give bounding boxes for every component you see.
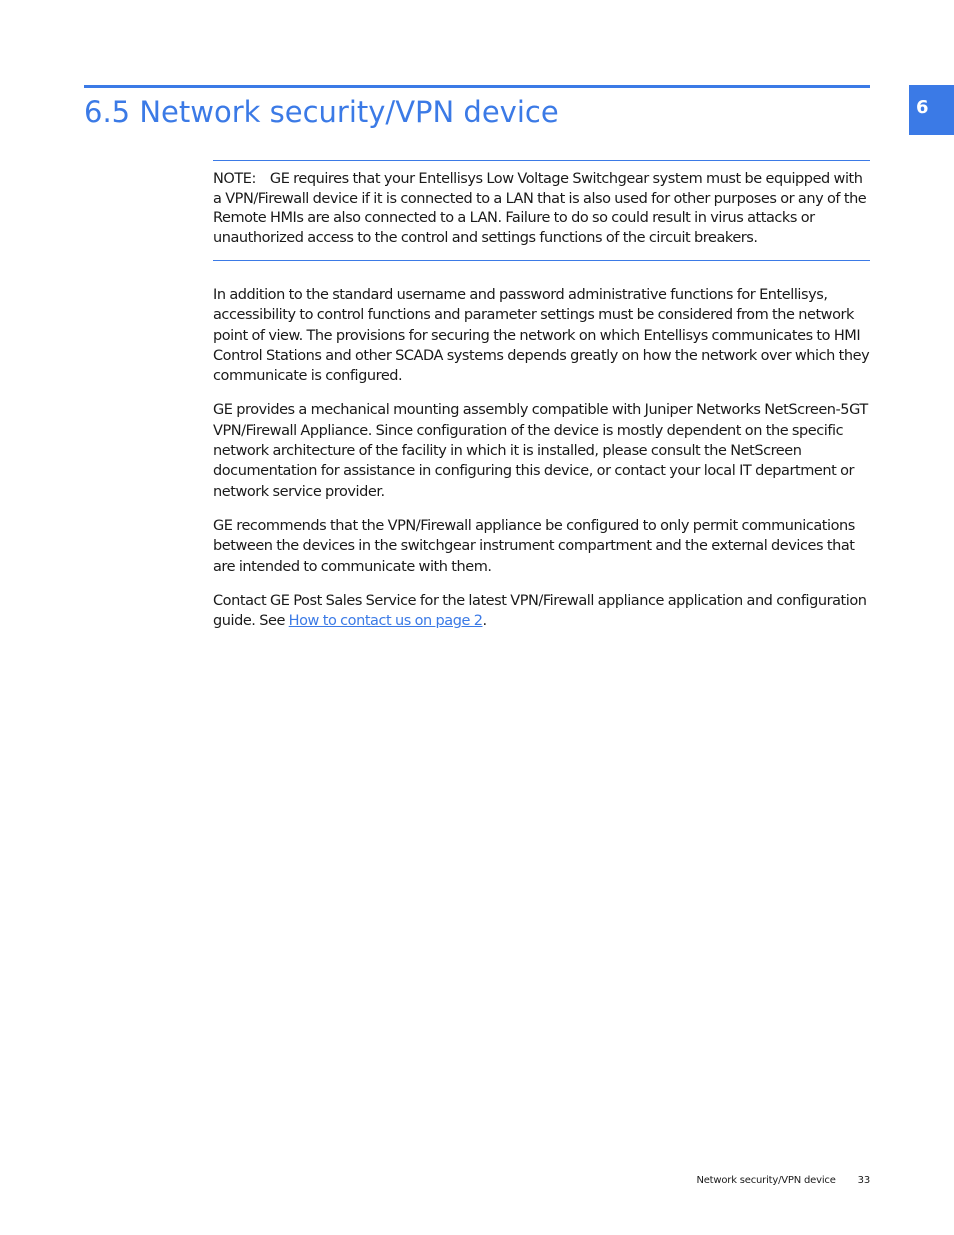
paragraph: GE recommends that the VPN/Firewall appliance be configured to only permit communications between the devices in the switchgear instrument compartment and the external devices that are intended to communicate with them.	[213, 517, 855, 575]
contact-paragraph	[213, 591, 873, 632]
paragraph: In addition to the standard username and password administrative functions for Entellisys, accessibility to control functions and parameter settings must be considered from the network point of view. The provisions for securing the network on which Entellisys communicates to HMI Control Stations and other SCADA systems depends greatly on how the network over which they communicate is configured.	[213, 287, 870, 385]
page-title: 6.5 Network security/VPN device	[84, 95, 559, 129]
note-label: NOTE:	[213, 171, 256, 187]
page-footer	[696, 1175, 870, 1186]
footer-section: Network security/VPN device	[696, 1175, 836, 1186]
note-text: GE requires that your Entellisys Low Voltage Switchgear system must be equipped with a VPN/Firewall device if it is connected to a LAN that is also used for other purposes or any of the Remote HMIs are also connected to a LAN. Failure to do so could result in virus attacks or unauthorized access to the control and settings functions of the circuit breakers.	[213, 171, 867, 246]
paragraph: GE provides a mechanical mounting assembly compatible with Juniper Networks NetScreen-5GT VPN/Firewall Appliance. Since configuration of the device is mostly dependent on the specific network architecture of the facility in which it is installed, please consult the NetScreen documentation for assistance in configuring this device, or contact your local IT department or network service provider.	[213, 402, 868, 500]
note-top-rule	[213, 160, 870, 161]
contact-text-end: .	[482, 613, 487, 630]
title-rule	[84, 85, 870, 88]
chapter-number: 6	[916, 97, 929, 118]
note-box	[213, 170, 873, 248]
body-text	[213, 285, 873, 645]
page-number: 33	[857, 1175, 870, 1186]
contact-link[interactable]: How to contact us on page 2	[288, 613, 483, 630]
contact-text: Contact GE Post Sales Service for the latest VPN/Firewall appliance application and configuration guide. See	[213, 592, 867, 630]
chapter-tab	[909, 85, 954, 135]
note-bottom-rule	[213, 260, 870, 261]
